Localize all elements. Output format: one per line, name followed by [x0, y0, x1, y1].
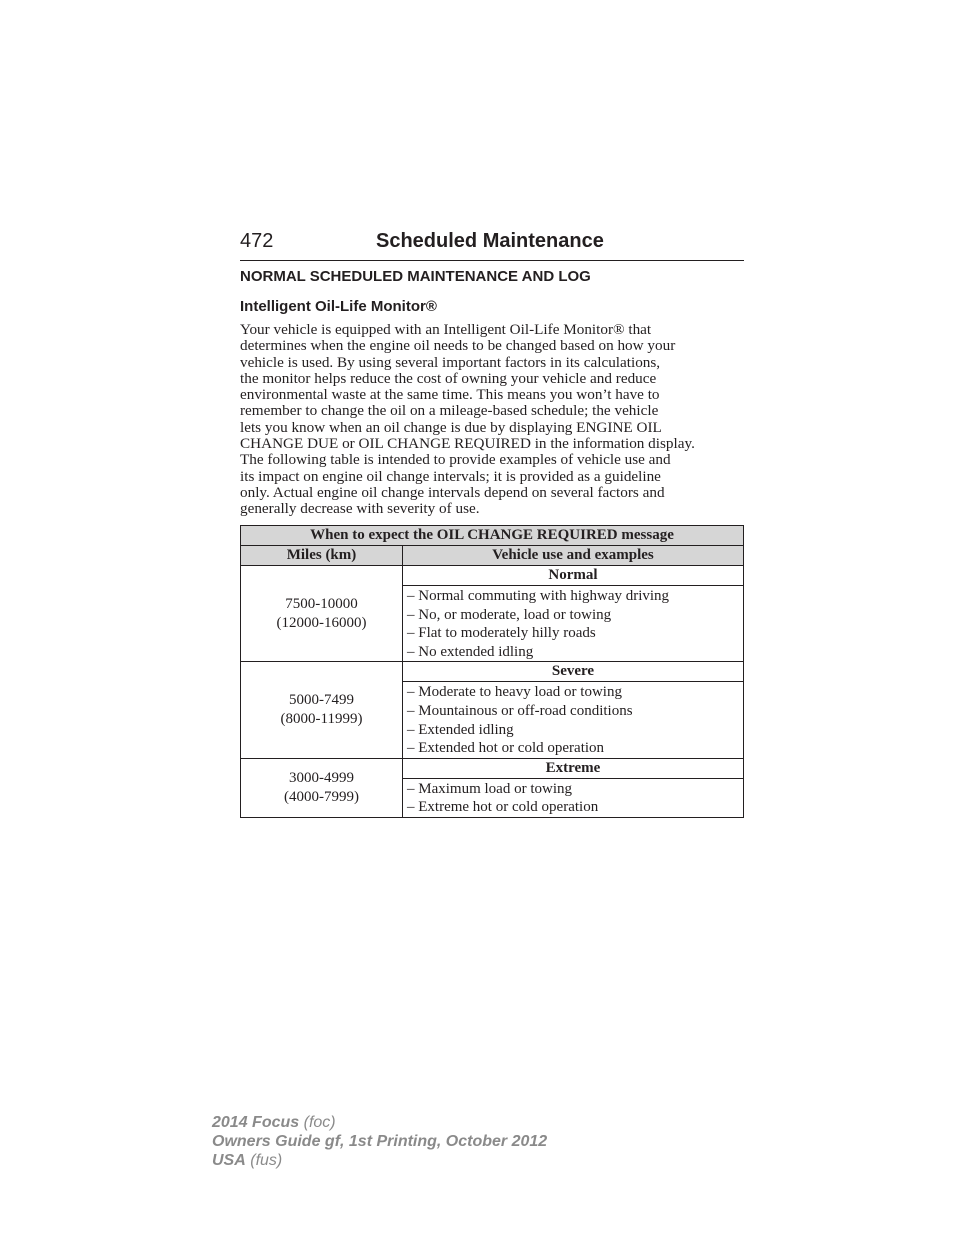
- list-item: – No extended idling: [407, 643, 534, 660]
- subheading: Intelligent Oil-Life Monitor®: [240, 298, 437, 315]
- body-line: remember to change the oil on a mileage-based schedule; the vehicle: [240, 402, 659, 420]
- category-label: Severe: [403, 662, 744, 682]
- miles-value: 3000-4999: [289, 769, 354, 786]
- miles-cell: [241, 758, 403, 817]
- list-item: – Flat to moderately hilly roads: [407, 625, 596, 642]
- list-item: – Extended hot or cold operation: [407, 740, 605, 757]
- km-value: (8000-11999): [280, 711, 363, 728]
- column-header-miles: Miles (km): [241, 546, 403, 566]
- km-value: (4000-7999): [284, 788, 359, 805]
- km-value: (12000-16000): [276, 614, 367, 631]
- footer-line: [212, 1151, 547, 1170]
- category-label: Extreme: [403, 758, 744, 778]
- miles-cell: [241, 662, 403, 758]
- body-line: CHANGE DUE or OIL CHANGE REQUIRED in the information display.: [240, 435, 695, 453]
- miles-cell: [241, 566, 403, 662]
- page-number: 472: [240, 230, 274, 252]
- list-item: – Mountainous or off-road conditions: [407, 702, 633, 719]
- column-header-use: Vehicle use and examples: [403, 546, 744, 566]
- footer-edition: Owners Guide gf, 1st Printing, October 2012: [212, 1133, 548, 1150]
- body-line: environmental waste at the same time. This means you won’t have to: [240, 386, 660, 404]
- footer-region: USA: [212, 1152, 246, 1169]
- footer-model: 2014 Focus: [212, 1114, 300, 1131]
- body-line: its impact on engine oil change intervals; it is provided as a guideline: [240, 467, 661, 485]
- miles-value: 7500-10000: [285, 595, 358, 612]
- table-row: [241, 758, 744, 778]
- main-heading: NORMAL SCHEDULED MAINTENANCE AND LOG: [240, 268, 591, 285]
- body-line: only. Actual engine oil change intervals depend on several factors and: [240, 483, 665, 501]
- body-line: the monitor helps reduce the cost of owning your vehicle and reduce: [240, 369, 657, 387]
- body-line: lets you know when an oil change is due by displaying ENGINE OIL: [240, 418, 662, 436]
- list-item: – Maximum load or towing: [407, 780, 572, 797]
- body-paragraph: [240, 322, 744, 518]
- body-line: Your vehicle is equipped with an Intelligent Oil-Life Monitor® that: [240, 321, 652, 338]
- miles-value: 5000-7499: [289, 692, 354, 709]
- body-line: generally decrease with severity of use.: [240, 500, 480, 518]
- category-label: Normal: [403, 566, 744, 586]
- body-line: The following table is intended to provide examples of vehicle use and: [240, 451, 671, 469]
- footer-model-code: (foc): [303, 1114, 336, 1131]
- footer-line: [212, 1132, 547, 1151]
- oil-change-table: [240, 525, 744, 818]
- list-item: – Normal commuting with highway driving: [407, 588, 670, 604]
- table-row: [241, 662, 744, 682]
- examples-cell: [403, 682, 744, 758]
- page-header: [240, 229, 744, 261]
- body-line: vehicle is used. By using several important factors in its calculations,: [240, 353, 661, 371]
- examples-cell: [403, 778, 744, 817]
- table-row: [241, 566, 744, 586]
- list-item: – Moderate to heavy load or towing: [407, 684, 622, 701]
- body-line: determines when the engine oil needs to be changed based on how your: [240, 337, 676, 355]
- section-title: Scheduled Maintenance: [376, 230, 604, 252]
- list-item: – Extended idling: [407, 721, 514, 738]
- table-title: When to expect the OIL CHANGE REQUIRED message: [241, 526, 744, 546]
- list-item: – Extreme hot or cold operation: [407, 799, 599, 816]
- list-item: – No, or moderate, load or towing: [407, 606, 612, 623]
- footer-line: [212, 1113, 547, 1132]
- footer-region-code: (fus): [250, 1152, 283, 1169]
- page-footer: [212, 1113, 547, 1170]
- examples-cell: [403, 586, 744, 662]
